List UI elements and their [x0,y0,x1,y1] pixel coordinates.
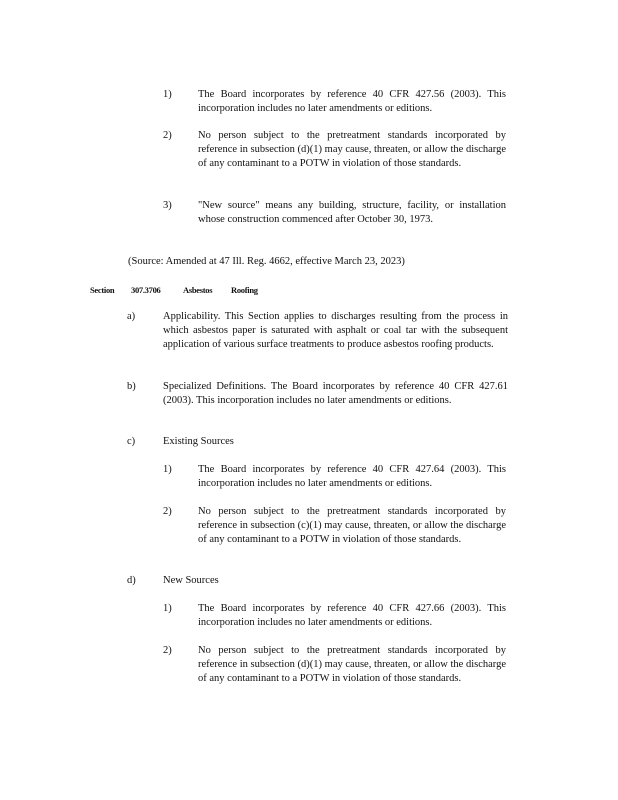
item-text: The Board incorporates by reference 40 CFR 427.64 (2003). This incorporation includes no later amendments or editions. [198,464,506,489]
item-text: The Board incorporates by reference 40 CFR 427.66 (2003). This incorporation includes no later amendments or editions. [198,603,506,628]
item-number: 2) [163,645,172,656]
item-number: 3) [163,200,172,211]
section-title-word: Roofing [231,285,258,295]
item-number: 1) [163,89,172,100]
source-note: (Source: Amended at 47 Ill. Reg. 4662, effective March 23, 2023) [128,256,405,267]
item-text: No person subject to the pretreatment standards incorporated by reference in subsection (d)(1) may cause, threaten, or allow the discharge of any contaminant to a POTW in violation of those standards. [198,130,506,169]
item-number: 1) [163,603,172,614]
subsection-letter: a) [127,311,136,322]
item-text: The Board incorporates by reference 40 CFR 427.56 (2003). This incorporation includes no later amendments or editions. [198,89,506,114]
subsection-text: Applicability. This Section applies to discharges resulting from the process in which asbestos paper is saturated with asphalt or coal tar with the subsequent application of various surface treatments to produce asbestos roofing products. [163,311,508,350]
subsection-letter: b) [127,381,136,392]
subsection-letter: d) [127,575,136,586]
section-label: Section [90,285,115,295]
section-title-word: Asbestos [183,285,213,295]
subsection-letter: c) [127,436,136,447]
subsection-title: New Sources [163,575,219,586]
item-text: "New source" means any building, structure, facility, or installation whose construction commenced after October 30, 1973. [198,200,506,225]
item-text: No person subject to the pretreatment standards incorporated by reference in subsection (d)(1) may cause, threaten, or allow the discharge of any contaminant to a POTW in violation of those standards. [198,645,506,684]
item-number: 2) [163,506,172,517]
item-text: No person subject to the pretreatment standards incorporated by reference in subsection (c)(1) may cause, threaten, or allow the discharge of any contaminant to a POTW in violation of those standards. [198,506,506,545]
item-number: 2) [163,130,172,141]
subsection-text: Specialized Definitions. The Board incorporates by reference 40 CFR 427.61 (2003). This incorporation includes no later amendments or editions. [163,381,508,406]
item-number: 1) [163,464,172,475]
subsection-title: Existing Sources [163,436,234,447]
section-number: 307.3706 [131,285,161,295]
